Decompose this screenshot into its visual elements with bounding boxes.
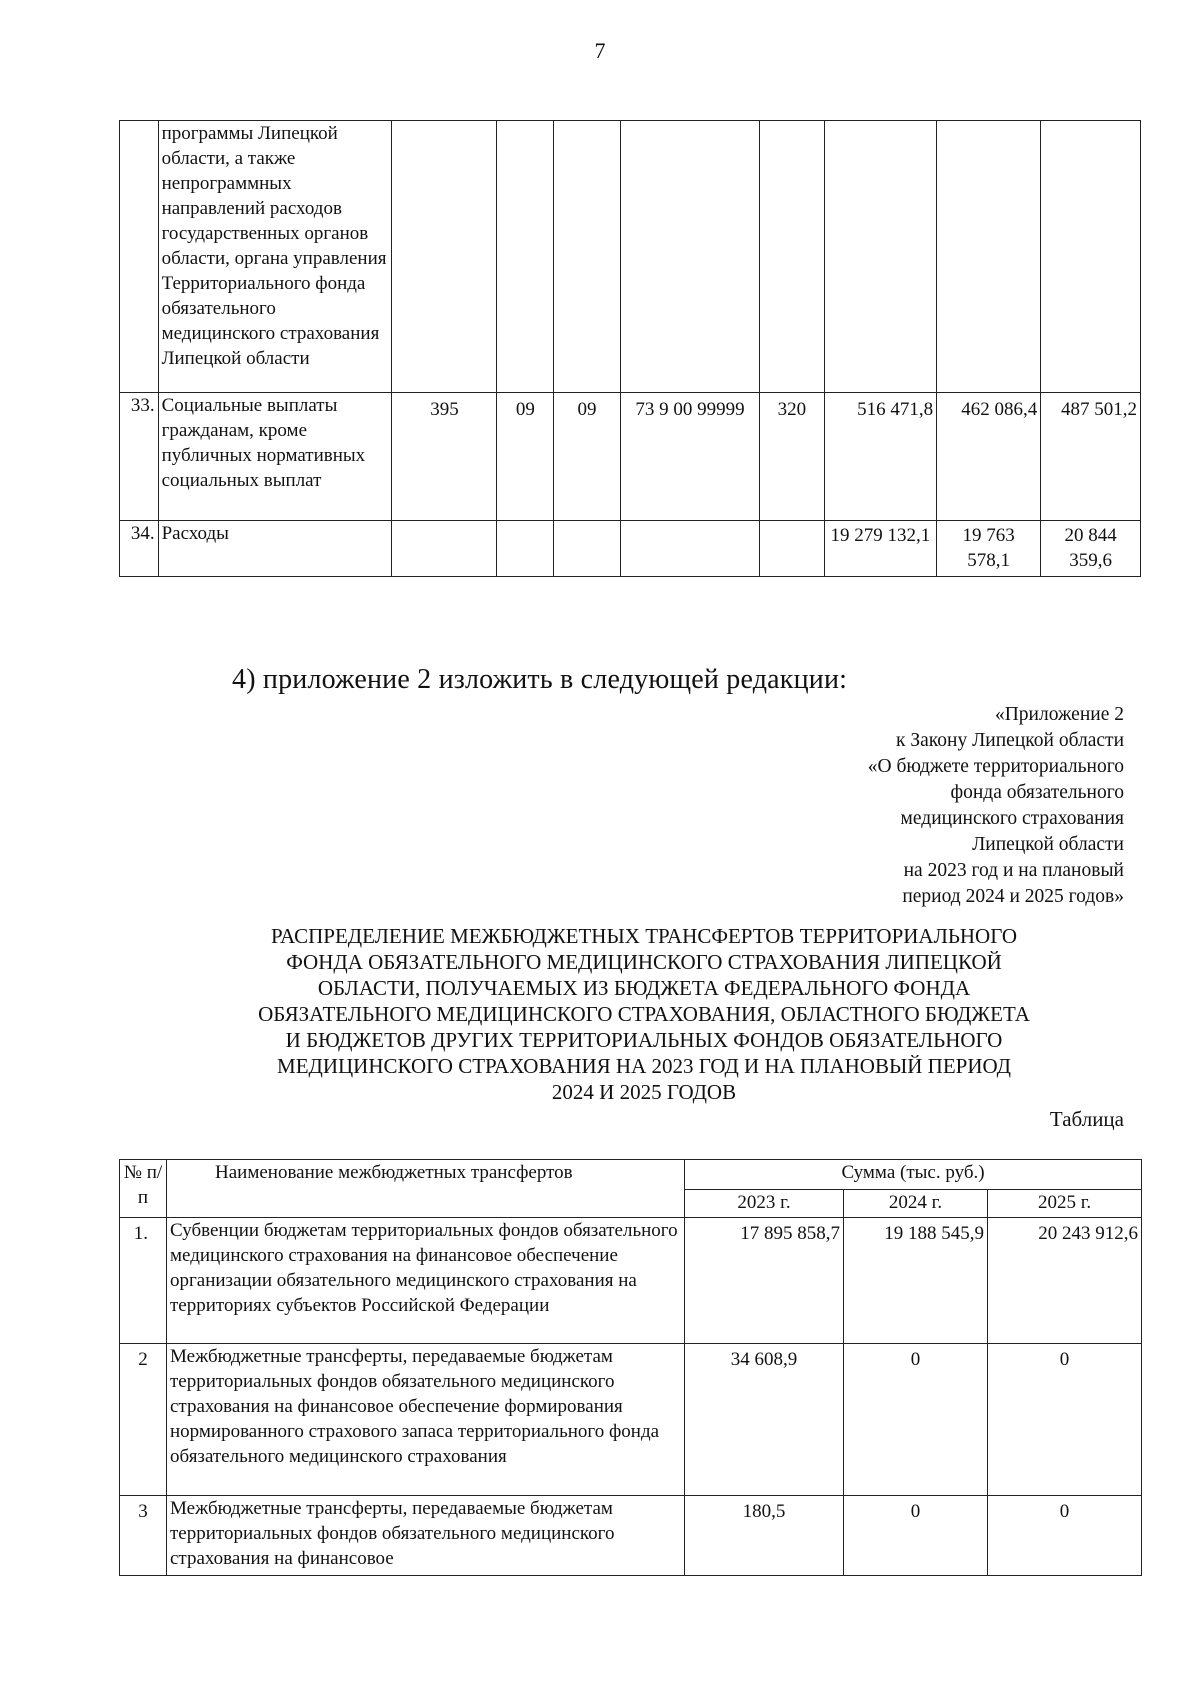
column-header-sum: Сумма (тыс. руб.) bbox=[685, 1160, 1142, 1190]
appendix-header-line: «Приложение 2 bbox=[994, 704, 1124, 725]
section-code: 09 bbox=[497, 393, 554, 521]
expense-type-code: 320 bbox=[760, 393, 824, 521]
amount-2023: 19 279 132,1 bbox=[824, 521, 937, 577]
expense-name: Социальные выплаты гражданам, кроме публичных нормативных социальных выплат bbox=[158, 393, 392, 521]
appendix-header-line: к Закону Липецкой области bbox=[896, 730, 1124, 751]
amount-2023: 17 895 858,7 bbox=[685, 1218, 844, 1344]
amount-2025: 0 bbox=[988, 1344, 1142, 1496]
subsection-code bbox=[554, 121, 620, 393]
ved-code bbox=[392, 121, 497, 393]
row-number: 33. bbox=[120, 393, 159, 521]
target-article-code: 73 9 00 99999 bbox=[620, 393, 759, 521]
target-article-code bbox=[620, 121, 759, 393]
subsection-code: 09 bbox=[554, 393, 620, 521]
appendix-header-line: на 2023 год и на плановый bbox=[903, 860, 1124, 881]
row-number: 34. bbox=[120, 521, 159, 577]
title-line: ОБЛАСТИ, ПОЛУЧАЕМЫХ ИЗ БЮДЖЕТА ФЕДЕРАЛЬНОГО ФОНДА bbox=[317, 976, 971, 1000]
ved-code: 395 bbox=[392, 393, 497, 521]
appendix-header bbox=[868, 702, 1124, 910]
amount-2023: 34 608,9 bbox=[685, 1344, 844, 1496]
title-line: ФОНДА ОБЯЗАТЕЛЬНОГО МЕДИЦИНСКОГО СТРАХОВАНИЯ ЛИПЕЦКОЙ bbox=[286, 950, 1002, 974]
table-row bbox=[120, 1344, 1142, 1496]
row-number: 3 bbox=[120, 1496, 167, 1576]
amount-2025: 487 501,2 bbox=[1041, 393, 1141, 521]
appendix-header-line: фонда обязательного bbox=[950, 782, 1124, 803]
row-number: 1. bbox=[120, 1218, 167, 1344]
amount-2023: 516 471,8 bbox=[824, 393, 937, 521]
page-number: 7 bbox=[594, 38, 606, 63]
column-header-2025: 2025 г. bbox=[988, 1190, 1142, 1218]
amount-2025: 20 243 912,6 bbox=[988, 1218, 1142, 1344]
amount-2024: 0 bbox=[844, 1496, 988, 1576]
title-line: 2024 И 2025 ГОДОВ bbox=[551, 1080, 737, 1104]
amount-2024: 19 763 578,1 bbox=[937, 521, 1041, 577]
title-line: МЕДИЦИНСКОГО СТРАХОВАНИЯ НА 2023 ГОД И НА ПЛАНОВЫЙ ПЕРИОД bbox=[277, 1054, 1011, 1078]
transfer-name: Межбюджетные трансферты, передаваемые бюджетам территориальных фондов обязательного медицинского страхования на финансовое bbox=[167, 1496, 685, 1576]
table-row bbox=[120, 393, 1141, 521]
table-row bbox=[120, 1218, 1142, 1344]
subsection-code bbox=[554, 521, 620, 577]
title-line: ОБЯЗАТЕЛЬНОГО МЕДИЦИНСКОГО СТРАХОВАНИЯ, ОБЛАСТНОГО БЮДЖЕТА bbox=[258, 1002, 1030, 1026]
amount-2024: 462 086,4 bbox=[937, 393, 1041, 521]
title-line: И БЮДЖЕТОВ ДРУГИХ ТЕРРИТОРИАЛЬНЫХ ФОНДОВ ОБЯЗАТЕЛЬНОГО bbox=[285, 1028, 1003, 1052]
amount-2024: 19 188 545,9 bbox=[844, 1218, 988, 1344]
budget-expenses-table bbox=[119, 120, 1141, 577]
row-number: 2 bbox=[120, 1344, 167, 1496]
table-row bbox=[120, 1496, 1142, 1576]
column-header-name: Наименование межбюджетных трансфертов bbox=[167, 1160, 685, 1218]
expense-name: программы Липецкой области, а также непрограммных направлений расходов государственных органов области, органа управления Территориального фонда обязательного медицинского страхования Липецкой области bbox=[158, 121, 392, 393]
amount-2025 bbox=[1041, 121, 1141, 393]
document-title bbox=[200, 923, 1088, 1105]
column-header-num: № п/п bbox=[120, 1160, 167, 1218]
table-row bbox=[120, 521, 1141, 577]
appendix-header-line: медицинского страхования bbox=[900, 808, 1124, 829]
amount-2025: 20 844 359,6 bbox=[1041, 521, 1141, 577]
appendix-header-line: Липецкой области bbox=[972, 834, 1124, 855]
amount-2025: 0 bbox=[988, 1496, 1142, 1576]
table-header-row bbox=[120, 1160, 1142, 1190]
title-line: РАСПРЕДЕЛЕНИЕ МЕЖБЮДЖЕТНЫХ ТРАНСФЕРТОВ ТЕРРИТОРИАЛЬНОГО bbox=[270, 924, 1018, 948]
expense-type-code bbox=[760, 521, 824, 577]
column-header-2023: 2023 г. bbox=[685, 1190, 844, 1218]
expense-type-code bbox=[760, 121, 824, 393]
amount-2023: 180,5 bbox=[685, 1496, 844, 1576]
row-number bbox=[120, 121, 159, 393]
ved-code bbox=[392, 521, 497, 577]
amount-2023 bbox=[824, 121, 937, 393]
table-label: Таблица bbox=[1049, 1107, 1124, 1131]
column-header-2024: 2024 г. bbox=[844, 1190, 988, 1218]
amount-2024: 0 bbox=[844, 1344, 988, 1496]
section-code bbox=[497, 521, 554, 577]
section-code bbox=[497, 121, 554, 393]
transfer-name: Субвенции бюджетам территориальных фондов обязательного медицинского страхования на финансовое обеспечение организации обязательного медицинского страхования на территориях субъектов Российской Федерации bbox=[167, 1218, 685, 1344]
table-row bbox=[120, 121, 1141, 393]
amendment-text: 4) приложение 2 изложить в следующей редакции: bbox=[232, 664, 848, 695]
expense-name: Расходы bbox=[158, 521, 392, 577]
target-article-code bbox=[620, 521, 759, 577]
amount-2024 bbox=[937, 121, 1041, 393]
appendix-header-line: период 2024 и 2025 годов» bbox=[902, 886, 1124, 907]
appendix-header-line: «О бюджете территориального bbox=[867, 756, 1124, 777]
transfers-table bbox=[119, 1159, 1142, 1576]
transfer-name: Межбюджетные трансферты, передаваемые бюджетам территориальных фондов обязательного медицинского страхования на финансовое обеспечение формирования нормированного страхового запаса территориального фонда обязательного медицинского страхования bbox=[167, 1344, 685, 1496]
